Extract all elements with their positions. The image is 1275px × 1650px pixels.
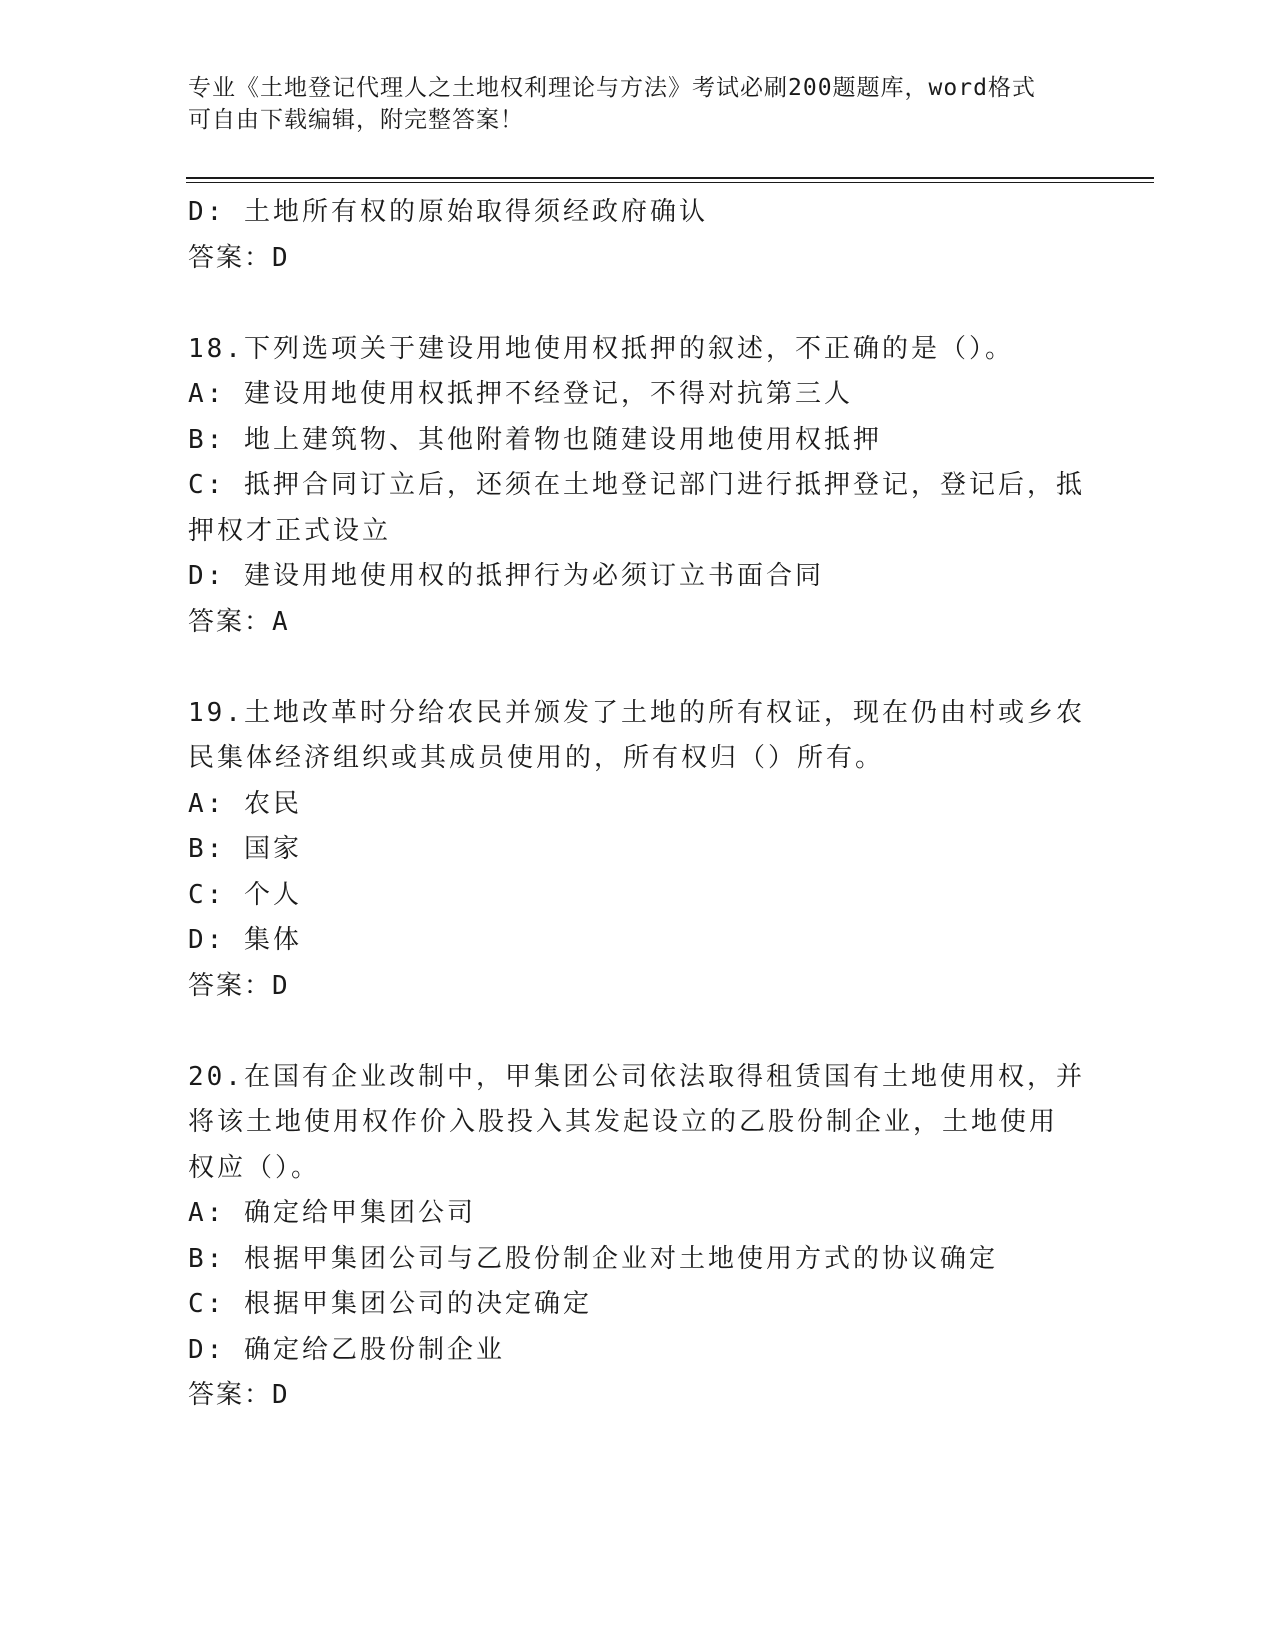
header-divider-thick	[186, 177, 1154, 179]
prev-question-option-d: D: 土地所有权的原始取得须经政府确认	[188, 197, 708, 227]
question-stem-line: 18.下列选项关于建设用地使用权抵押的叙述，不正确的是（）。	[188, 333, 1014, 364]
answer: 答案：D	[188, 1380, 290, 1410]
answer: 答案：D	[188, 970, 290, 1001]
option-c: C: 根据甲集团公司的决定确定	[188, 1289, 592, 1319]
option-a: A: 建设用地使用权抵押不经登记，不得对抗第三人	[188, 379, 853, 409]
option-c-line-2: 押权才正式设立	[188, 515, 392, 546]
question-20	[188, 1055, 1088, 1419]
question-stem-line-2: 将该土地使用权作价入股投入其发起设立的乙股份制企业，土地使用	[188, 1107, 1059, 1137]
option-a: A: 确定给甲集团公司	[188, 1198, 476, 1228]
answer: 答案：A	[188, 606, 290, 637]
spacer	[188, 281, 1088, 327]
question-stem-line-1: 20.在国有企业改制中，甲集团公司依法取得租赁国有土地使用权，并	[188, 1061, 1085, 1092]
option-d: D: 确定给乙股份制企业	[188, 1334, 505, 1365]
option-c: C: 个人	[188, 879, 302, 910]
document-header	[188, 72, 1088, 136]
spacer	[188, 645, 1088, 691]
question-stem-line-1: 19.土地改革时分给农民并颁发了土地的所有权证，现在仍由村或乡农	[188, 697, 1085, 728]
question-stem-line-2: 民集体经济组织或其成员使用的，所有权归（）所有。	[188, 743, 885, 773]
prev-question-answer: 答案：D	[188, 242, 290, 273]
option-b: B: 根据甲集团公司与乙股份制企业对土地使用方式的协议确定	[188, 1243, 998, 1274]
option-b: B: 地上建筑物、其他附着物也随建设用地使用权抵押	[188, 424, 882, 455]
option-d: D: 建设用地使用权的抵押行为必须订立书面合同	[188, 561, 824, 591]
option-b: B: 国家	[188, 834, 302, 864]
option-d: D: 集体	[188, 925, 302, 955]
question-19	[188, 691, 1088, 1010]
spacer	[188, 1009, 1088, 1055]
option-c-line-1: C: 抵押合同订立后，还须在土地登记部门进行抵押登记，登记后，抵	[188, 470, 1085, 500]
header-title-line-2: 可自由下载编辑，附完整答案！	[188, 107, 524, 133]
question-stem-line-3: 权应（）。	[188, 1152, 321, 1183]
header-title-line-1: 专业《土地登记代理人之土地权利理论与方法》考试必刷200题题库，word格式	[188, 75, 1036, 101]
question-18	[188, 327, 1088, 646]
question-content	[188, 190, 1088, 1419]
option-a: A: 农民	[188, 788, 302, 819]
header-divider-thin	[186, 182, 1154, 183]
